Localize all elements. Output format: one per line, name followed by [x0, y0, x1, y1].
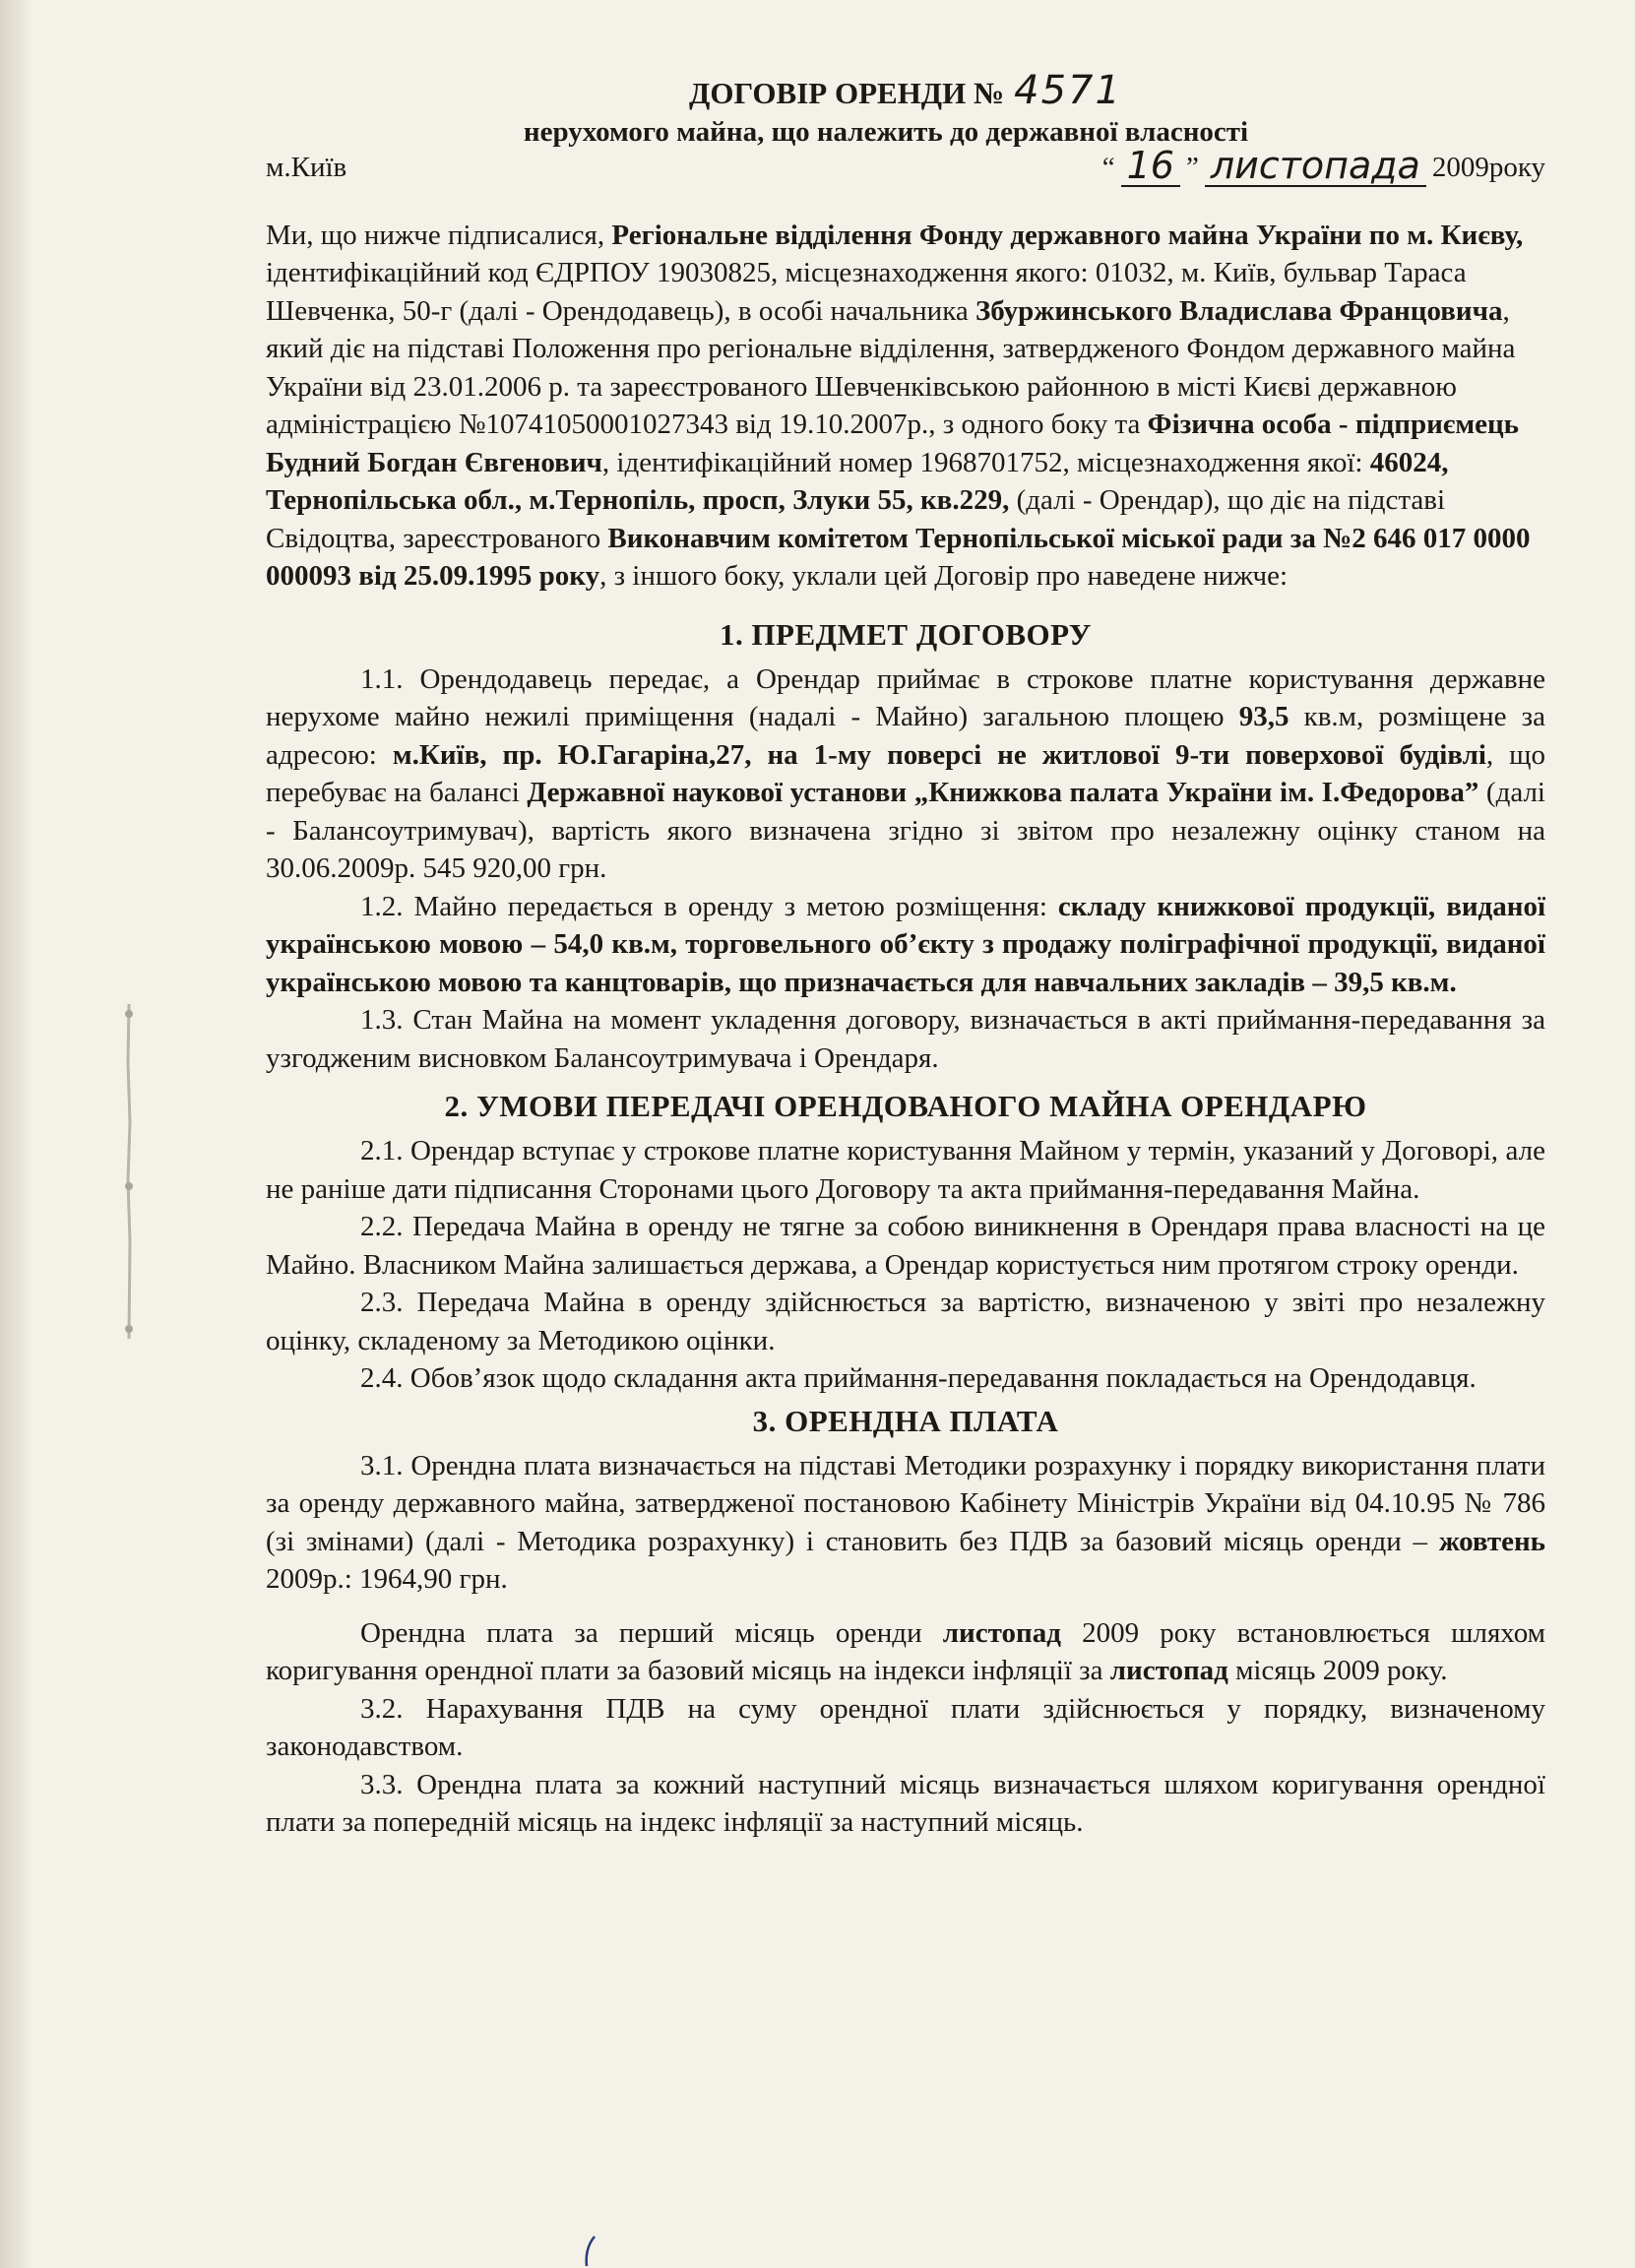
clause-3-1: 3.1. Орендна плата визначається на підставі Методики розрахунку і порядку використання плати за оренду державного майна, затвердженої постановою Кабінету Міністрів України від 04.10.95 № 786 (зі змінами) (далі - Методика розрахунку) і становить без ПДВ за базовий місяць оренди – жовтень 2009р.: 1964,90 грн. — [266, 1449, 1545, 1595]
clause-2-1: 2.1. Орендар вступає у строкове платне користування Майном у термін, указаний у Договорі, але не раніше дати підписання Сторонами цього Договору та акта приймання-передавання Майна. — [266, 1135, 1545, 1205]
clause-1-2: 1.2. Майно передається в оренду з метою розміщення: складу книжкової продукції, виданої українською мовою – 54,0 кв.м, торговельного об’єкту з продажу поліграфічної продукції, виданої українською мовою та канцтоварів, що призначається для навчальних закладів – 39,5 кв.м. — [266, 890, 1545, 998]
section-2-heading: 2. УМОВИ ПЕРЕДАЧІ ОРЕНДОВАНОГО МАЙНА ОРЕНДАРЮ — [444, 1089, 1367, 1123]
intro-paragraph: Ми, що нижче підписалися, Регіональне відділення Фонду державного майна України по м. Києву, ідентифікаційний код ЄДРПОУ 19030825, місцезнаходження якого: 01032, м. Київ, бульвар Тараса Шевченка, 50-г (далі - Орендодавець), в особі начальника Збуржинського Владислава Францовича, який діє на підставі Положення про регіональне відділення, затвердженого Фондом державного майна України від 23.01.2006 р. та зареєстрованого Шевченківською районною в місті Києві державною адміністрацією №10741050001027343 від 19.10.2007р., з одного боку та Фізична особа - підприємець Будний Богдан Євгенович, ідентифікаційний номер 1968701752, місцезнаходження якої: 46024, Тернопільська обл., м.Тернопіль, просп, Злуки 55, кв.229, (далі - Орендар), що діє на підставі Свідоцтва, зареєстрованого Виконавчим комітетом Тернопільської міської ради за №2 646 017 0000 000093 від 25.09.1995 року, з іншого боку, уклали цей Договір про наведене нижче: — [266, 219, 1531, 592]
clause-2-4: 2.4. Обов’язок щодо складання акта приймання-передавання покладається на Орендодавця. — [360, 1362, 1477, 1394]
month-handwritten: листопада — [1205, 147, 1426, 187]
clause-2-3: 2.3. Передача Майна в оренду здійснюється за вартістю, визначеною у звіті про незалежну оцінку, складеному за Методикою оцінки. — [266, 1287, 1545, 1356]
clause-1-3: 1.3. Стан Майна на момент укладення договору, визначається в акті приймання-передавання за узгодженим висновком Балансоутримувача і Орендаря. — [266, 1004, 1545, 1074]
city-label: м.Київ — [266, 152, 347, 183]
contract-text — [266, 68, 1546, 1842]
binding-stitch — [122, 1004, 136, 1339]
clause-3-3: 3.3. Орендна плата за кожний наступний місяць визначається шляхом коригування орендної плати за попередній місяць на індекс інфляції за наступний місяць. — [266, 1768, 1545, 1838]
clause-2-2: 2.2. Передача Майна в оренду не тягне за собою виникнення в Орендаря права власності на це Майно. Власником Майна залишається держава, а Орендар користується ним протягом строку оренди. — [266, 1211, 1545, 1281]
document-subtitle: нерухомого майна, що належить до державної власності — [523, 116, 1249, 148]
year-label: 2009року — [1431, 152, 1545, 183]
section-1-heading: 1. ПРЕДМЕТ ДОГОВОРУ — [719, 616, 1093, 652]
place-date-row — [266, 144, 1545, 187]
binding-edge — [0, 0, 33, 2268]
clause-3-2: 3.2. Нарахування ПДВ на суму орендної плати здійснюється у порядку, визначеному законодавством. — [266, 1692, 1545, 1762]
document-title — [266, 68, 1545, 113]
ink-mark — [581, 2235, 600, 2268]
title-text: ДОГОВІР ОРЕНДИ № — [689, 76, 1005, 110]
clause-3-1-first-month: Орендна плата за перший місяць оренди листопад 2009 року встановлюється шляхом коригування орендної плати за базовий місяць на індекси інфляції за листопад місяць 2009 року. — [266, 1616, 1545, 1686]
clause-1-1: 1.1. Орендодавець передає, а Орендар приймає в строкове платне користування державне нерухоме майно нежилі приміщення (надалі - Майно) загальною площею 93,5 кв.м, розміщене за адресою: м.Київ, пр. Ю.Гагаріна,27, на 1-му поверсі не житлової 9-ти поверхової будівлі, що перебуває на балансі Державної наукової установи „Книжкова палата України ім. І.Федорова” (далі - Балансоутримувач), вартість якого визначена згідно зі звітом про незалежну оцінку станом на 30.06.2009р. 545 920,00 грн. — [266, 662, 1546, 884]
section-3-heading: 3. ОРЕНДНА ПЛАТА — [752, 1403, 1059, 1438]
contract-number-handwritten: 4571 — [1014, 68, 1122, 113]
date-field: “ 16 ” листопада 2009року — [1101, 144, 1545, 187]
day-handwritten: 16 — [1121, 147, 1180, 187]
